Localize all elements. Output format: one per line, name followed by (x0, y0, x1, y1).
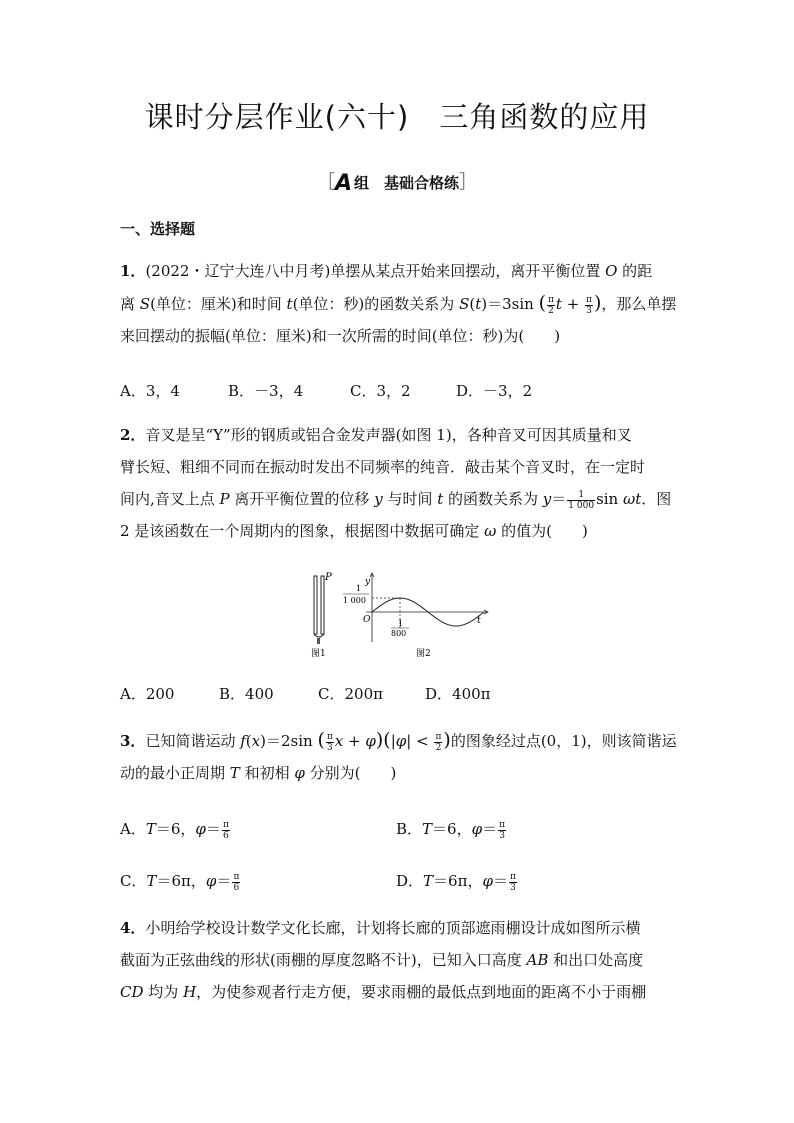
q2-text-3b: 离开平衡位置的位移 (229, 490, 375, 508)
question-1 (120, 255, 680, 352)
q3-a-phi: φ (195, 820, 206, 838)
q3-paren-close: ) (375, 729, 384, 751)
q4-line3 (120, 976, 680, 1008)
q2-frac-num: 1 (567, 490, 595, 501)
q2-option-b: B．400 (219, 685, 274, 703)
q2-var-t: t (437, 490, 444, 508)
origin-label: O (363, 615, 371, 625)
q3-b-phi: φ (471, 820, 483, 838)
x-tick-den: 800 (391, 629, 407, 638)
fig2-caption: 图2 (416, 649, 431, 659)
q4-text-3b: ，为使参观者行走方便，要求雨棚的最低点到地面的距离不小于雨棚 (196, 983, 647, 1001)
q2-line3 (120, 483, 680, 515)
q1-var-t2: t (555, 295, 562, 313)
q2-var-wt: ωt (623, 490, 642, 508)
q1-line1 (120, 255, 680, 287)
q2-sin: sin (596, 490, 623, 508)
q3-text-1d: 的图象经过点(0，1)，则该简谐运 (450, 732, 677, 750)
fig1-p-label: P (325, 572, 332, 583)
q2-line4 (120, 515, 680, 547)
q3-d-frac-den: 3 (510, 882, 516, 893)
q2-var-y2: y (542, 490, 552, 508)
q3-lt: < (411, 732, 434, 750)
q3-c-t: T (146, 872, 157, 890)
q2-number: 2． (120, 426, 146, 444)
q1-text-1a: (2022・辽宁大连八中月考)单摆从某点开始来回摆动，离开平衡位置 (145, 262, 606, 280)
amp-num: 1 (356, 584, 362, 593)
q2-text-3d: 的函数关系为 (443, 490, 543, 508)
question-4 (120, 912, 680, 1008)
q1-text-2d: ( (469, 295, 476, 313)
q3-abs-close: | (406, 732, 412, 750)
q3-var-f: f (240, 732, 246, 750)
q3-d-t: T (423, 872, 434, 890)
q2-line1 (120, 419, 680, 451)
q3-d-frac (509, 872, 517, 893)
q3-frac-pi3 (326, 732, 334, 753)
q1-frac-pi2 (547, 295, 555, 316)
q3-number: 3． (120, 732, 146, 750)
q3-b-frac-den: 3 (499, 830, 505, 841)
q3-option-b (396, 818, 507, 841)
section-heading: 一、选择题 (120, 220, 196, 238)
q3-d-letter: D． (396, 872, 424, 890)
group-label: 组 基础合格练 (354, 174, 460, 192)
question-2 (120, 419, 680, 547)
q3-b-frac-num: π (499, 819, 506, 830)
q3-var-t: T (229, 764, 240, 782)
q2-text-1: 音叉是呈“Y”形的钢质或铝合金发声器(如图 1)，各种音叉可因其质量和叉 (145, 426, 632, 444)
q2-frac-den: 1 000 (568, 500, 595, 511)
q3-a-letter: A． (120, 820, 146, 838)
q3-c-frac-num: π (233, 871, 240, 882)
q2-text-4a: 2 是该函数在一个周期内的图象，根据图中数据可确定 (120, 522, 485, 540)
tuning-fork-illustration (314, 572, 332, 644)
q3-d-phi: φ (482, 872, 493, 890)
q4-text-1: 小明给学校设计数学文化长廊，计划将长廊的顶部遮雨棚设计成如图所示横 (145, 919, 641, 937)
q3-a-frac (222, 820, 230, 841)
q1-var-st: S (459, 295, 470, 313)
q2-var-w: ω (484, 522, 497, 540)
q2-text-4b: 的值为( ) (496, 522, 588, 540)
q3-text-2c: 分别为( ) (304, 764, 397, 782)
q3-paren-open: ( (317, 729, 325, 751)
q2-text-3e: ．图 (641, 490, 672, 508)
q3-a-eq: ＝ (205, 820, 221, 838)
q3-line1 (120, 724, 680, 757)
q1-frac-den: 2 (548, 305, 554, 316)
q3-abs-open: | (390, 732, 396, 750)
q4-line2 (120, 944, 680, 976)
q1-text-2a: 离 (120, 295, 140, 313)
y-axis-label: y (365, 577, 371, 587)
fig1-caption: 图1 (311, 649, 326, 659)
group-header (0, 168, 794, 196)
q4-text-2b: 和出口处高度 (548, 951, 644, 969)
q1-text-2b: (单位：厘米)和时间 (150, 295, 287, 313)
x-tick-num: 1 (398, 619, 404, 628)
q3-paren2-close: ) (443, 729, 451, 751)
q2-text-3a: 间内,音叉上点 (120, 490, 220, 508)
q1-plus: + (561, 295, 585, 313)
q1-var-o: O (605, 262, 618, 280)
q3-var-x2: x (334, 732, 344, 750)
q3-c-phi: φ (205, 872, 217, 890)
q3-var-phi: φ (365, 732, 376, 750)
q4-var-ab: AB (526, 951, 549, 969)
q1-var-tt: t (475, 295, 482, 313)
q3-frac-pi2 (434, 732, 442, 753)
q1-frac-num: π (547, 294, 554, 305)
q3-frac-num: π (326, 731, 333, 742)
q4-number: 4． (120, 919, 146, 937)
group-badge: A (334, 171, 352, 196)
q3-a-t: T (145, 820, 156, 838)
title-main: 课时分层作业(六十) (144, 100, 410, 134)
page-title (0, 95, 794, 136)
q3-d-eq: ＝ (492, 872, 508, 890)
q2-eq: ＝ (551, 490, 567, 508)
sine-graph (343, 573, 488, 642)
q3-frac2-num: π (435, 731, 442, 742)
q2-option-d: D．400π (425, 685, 491, 703)
q1-paren-close: ) (593, 292, 602, 314)
q1-line3: 来回摆动的振幅(单位：厘米)和一次所需的时间(单位：秒)为( ) (120, 327, 561, 345)
q3-c-eq: ＝ (216, 872, 232, 890)
q3-var-phi2: φ (395, 732, 407, 750)
q3-d-frac-num: π (509, 871, 516, 882)
q3-text-1c: )＝2sin (260, 732, 318, 750)
q1-frac2-den: 3 (586, 305, 592, 316)
q1-text-2c: (单位：秒)的函数关系为 (292, 295, 460, 313)
q2-figure (306, 570, 496, 660)
q3-b-letter: B． (396, 820, 423, 838)
q3-text-2b: 和初相 (239, 764, 295, 782)
q3-line2 (120, 757, 680, 789)
q2-option-a: A．200 (120, 685, 175, 703)
q2-var-p: P (219, 490, 230, 508)
q4-var-cd: CD (120, 983, 144, 1001)
q4-var-h: H (183, 983, 197, 1001)
q3-b-frac (498, 820, 506, 841)
bracket-open: ［ (316, 172, 335, 193)
q3-b-tv: ＝6， (432, 820, 472, 838)
q2-text-3c: 与时间 (382, 490, 438, 508)
q1-option-d: D．－3，2 (456, 382, 533, 400)
q4-text-2a: 截面为正弦曲线的形状(雨棚的厚度忽略不计)，已知入口高度 (120, 951, 527, 969)
q1-paren-open: ( (538, 292, 546, 314)
q2-frac (567, 490, 595, 511)
q1-option-b: B．－3，4 (228, 382, 304, 400)
q1-line2 (120, 287, 680, 320)
q2-line2: 臂长短、粗细不同而在振动时发出不同频率的纯音．敲击某个音叉时，在一定时 (120, 458, 646, 476)
q3-var-x: x (251, 732, 261, 750)
q3-c-frac-den: 6 (233, 882, 240, 893)
q2-option-c: C．200π (318, 685, 383, 703)
q3-var-phi3: φ (294, 764, 305, 782)
q3-d-tv: ＝6π， (433, 872, 483, 890)
q3-c-letter: C． (120, 872, 147, 890)
q3-text-1a: 已知简谐运动 (145, 732, 241, 750)
q3-frac2-den: 2 (435, 742, 442, 753)
q3-a-frac-den: 6 (223, 830, 229, 841)
q1-frac2-num: π (586, 294, 592, 305)
q1-option-c: C．3，2 (350, 382, 411, 400)
q1-text-1b: 的距 (617, 262, 653, 280)
q3-text-2a: 动的最小正周期 (120, 764, 230, 782)
q3-a-frac-num: π (222, 819, 229, 830)
q1-number: 1． (120, 262, 146, 280)
q1-var-t: t (286, 295, 293, 313)
q3-paren2-open: ( (383, 729, 391, 751)
q1-text-2e: )＝3sin (481, 295, 539, 313)
q3-plus: + (343, 732, 366, 750)
bracket-close: ］ (459, 172, 478, 193)
q2-var-y: y (374, 490, 383, 508)
q3-option-c (120, 870, 241, 893)
q3-b-t: T (422, 820, 433, 838)
title-sub: 三角函数的应用 (439, 100, 650, 134)
q3-b-eq: ＝ (482, 820, 498, 838)
q3-a-tv: ＝6， (155, 820, 196, 838)
q3-option-d (396, 870, 518, 893)
q3-text-1b: ( (245, 732, 252, 750)
q1-text-2f: ，那么单摆 (601, 295, 677, 313)
q3-c-tv: ＝6π， (156, 872, 206, 890)
q1-var-s: S (139, 295, 151, 313)
q4-text-3a: 均为 (143, 983, 184, 1001)
amp-den: 1 000 (343, 596, 366, 605)
q3-c-frac (232, 872, 240, 893)
q4-line1 (120, 912, 680, 944)
q3-option-a (120, 818, 231, 841)
t-axis-label: t (477, 616, 481, 626)
q1-option-a: A．3，4 (120, 382, 180, 400)
q3-frac-den: 3 (326, 742, 333, 753)
q1-frac-pi3 (585, 295, 593, 316)
question-3 (120, 724, 680, 789)
